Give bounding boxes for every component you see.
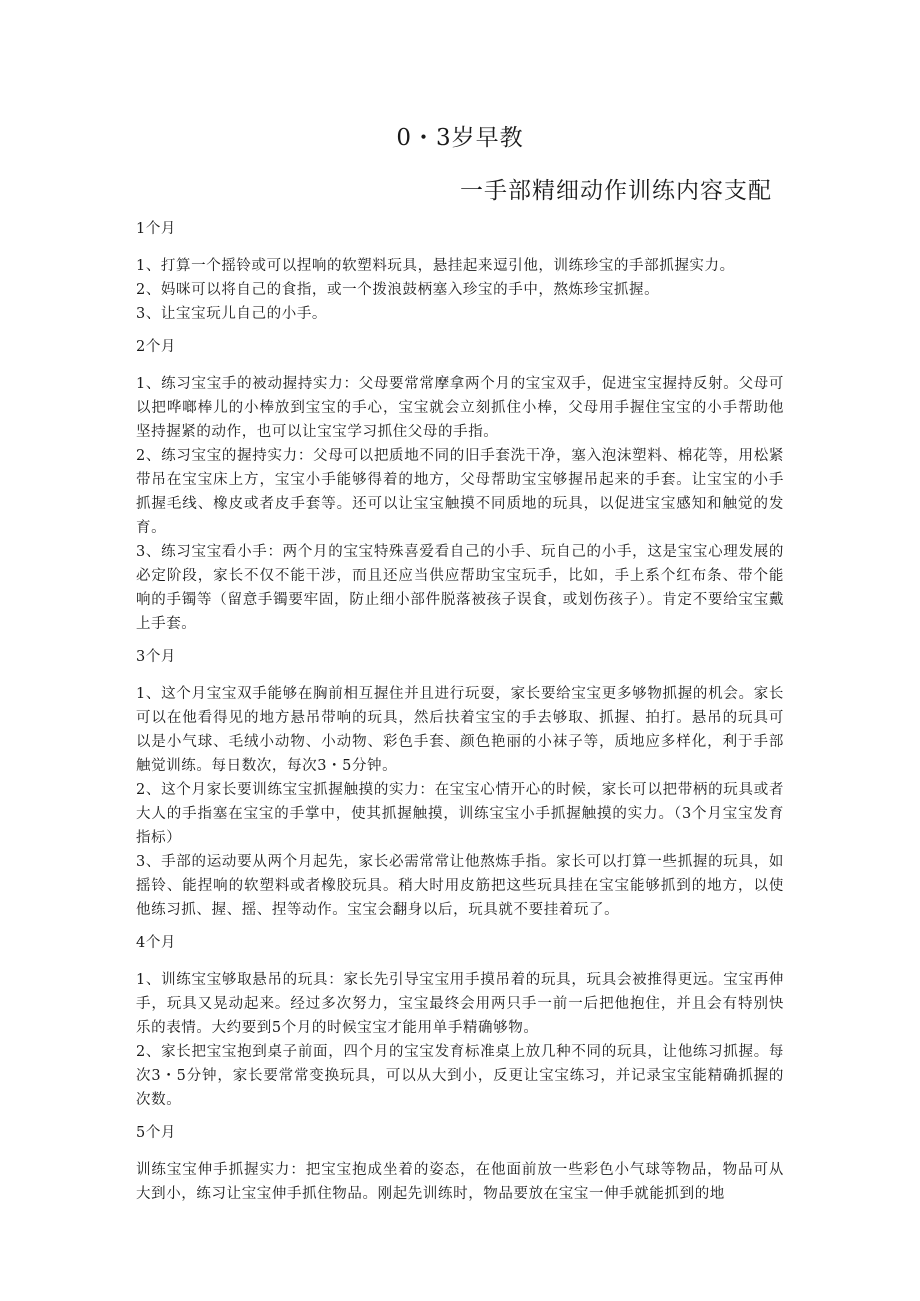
section-month-5 — [136, 1119, 784, 1206]
section-month-1 — [136, 215, 784, 326]
paragraph: 3、让宝宝玩儿自己的小手。 — [136, 306, 328, 322]
paragraph: 3、手部的运动要从两个月起先，家长必需常常让他熬炼手指。家长可以打算一些抓握的玩具，如摇铃、能捏响的软塑料或者橡胶玩具。稍大时用皮筋把这些玩具挂在宝宝能够抓到的地方，以使他练习抓、握、摇、捏等动作。宝宝会翻身以后，玩具就不要挂着玩了。 — [136, 854, 784, 918]
section-heading: 1个月 — [136, 221, 177, 237]
document-body — [136, 215, 784, 1206]
paragraph: 1、打算一个摇铃或可以捏响的软塑料玩具，悬挂起来逗引他，训练珍宝的手部抓握实力。 — [136, 258, 735, 274]
section-heading: 3个月 — [136, 649, 177, 665]
paragraph: 1、这个月宝宝双手能够在胸前相互握住并且进行玩耍，家长要给宝宝更多够物抓握的机会。家长可以在他看得见的地方悬吊带响的玩具，然后扶着宝宝的手去够取、抓握、拍打。悬吊的玩具可以是小气球、毛绒小动物、小动物、彩色手套、颜色艳丽的小袜子等，质地应多样化，利于手部触觉训练。每日数次，每次3・5分钟。 — [136, 686, 784, 774]
section-heading: 5个月 — [136, 1125, 177, 1141]
paragraph: 2、家长把宝宝抱到桌子前面，四个月的宝宝发育标准桌上放几种不同的玩具，让他练习抓握。每次3・5分钟，家长要常常变换玩具，可以从大到小，反更让宝宝练习，并记录宝宝能精确抓握的次数。 — [136, 1044, 784, 1108]
section-month-3 — [136, 643, 784, 922]
paragraph: 2、妈咪可以将自己的食指，或一个拨浪鼓柄塞入珍宝的手中，熬炼珍宝抓握。 — [136, 282, 660, 298]
page-subtitle: 一手部精细动作训练内容支配 — [460, 178, 772, 204]
paragraph: 2、这个月家长要训练宝宝抓握触摸的实力：在宝宝心情开心的时候，家长可以把带柄的玩具或者大人的手指塞在宝宝的手掌中，使其抓握触摸，训练宝宝小手抓握触摸的实力。（3个月宝宝发育指标） — [136, 782, 784, 846]
paragraph: 2、练习宝宝的握持实力：父母可以把质地不同的旧手套洗干净，塞入泡沫塑料、棉花等，用松紧带吊在宝宝床上方，宝宝小手能够得着的地方，父母帮助宝宝够握吊起来的手套。让宝宝的小手抓握毛线、橡皮或者皮手套等。还可以让宝宝触摸不同质地的玩具，以促进宝宝感知和触觉的发育。 — [136, 448, 784, 536]
section-month-4 — [136, 929, 784, 1112]
paragraph: 训练宝宝伸手抓握实力：把宝宝抱成坐着的姿态，在他面前放一些彩色小气球等物品，物品可从大到小，练习让宝宝伸手抓住物品。刚起先训练时，物品要放在宝宝一伸手就能抓到的地 — [136, 1162, 784, 1202]
section-heading: 4个月 — [136, 935, 177, 951]
paragraph: 1、训练宝宝够取悬吊的玩具：家长先引导宝宝用手摸吊着的玩具，玩具会被推得更远。宝宝再伸手，玩具又晃动起来。经过多次努力，宝宝最终会用两只手一前一后把他抱住，并且会有特别快乐的表情。大约要到5个月的时候宝宝才能用单手精确够物。 — [136, 972, 784, 1036]
paragraph: 3、练习宝宝看小手：两个月的宝宝特殊喜爱看自己的小手、玩自己的小手，这是宝宝心理发展的必定阶段，家长不仅不能干涉，而且还应当供应帮助宝宝玩手，比如，手上系个红布条、带个能响的手镯等（留意手镯要牢固，防止细小部件脱落被孩子误食，或划伤孩子）。肯定不要给宝宝戴上手套。 — [136, 544, 784, 632]
page-title: 0・3岁早教 — [396, 125, 524, 151]
paragraph: 1、练习宝宝手的被动握持实力：父母要常常摩拿两个月的宝宝双手，促进宝宝握持反射。父母可以把哗啷棒儿的小棒放到宝宝的手心，宝宝就会立刻抓住小棒，父母用手握住宝宝的小手帮助他坚持握紧的动作，也可以让宝宝学习抓住父母的手指。 — [136, 376, 784, 440]
section-heading: 2个月 — [136, 339, 177, 355]
section-month-2 — [136, 333, 784, 636]
